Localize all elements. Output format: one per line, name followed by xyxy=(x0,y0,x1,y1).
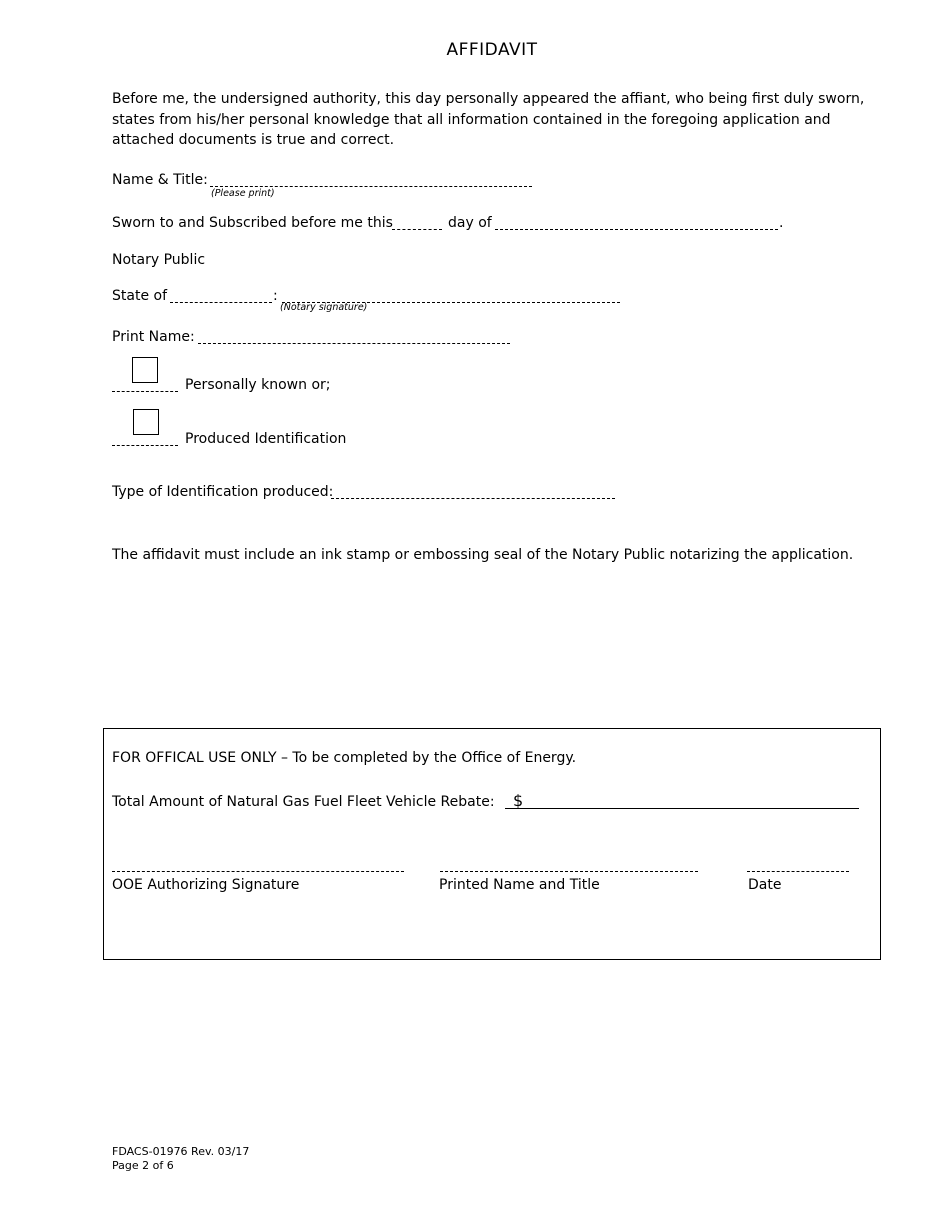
personally-known-checkbox[interactable] xyxy=(132,357,158,383)
seal-notice: The affidavit must include an ink stamp or embossing seal of the Notary Public notarizing the application. xyxy=(112,547,854,563)
sworn-day-field[interactable] xyxy=(392,229,442,230)
page-title: AFFIDAVIT xyxy=(446,40,538,60)
rebate-amount-field[interactable] xyxy=(505,808,859,809)
type-id-field[interactable] xyxy=(331,498,615,499)
state-of-label: State of xyxy=(112,288,168,304)
date-field[interactable] xyxy=(747,871,849,872)
please-print-hint: (Please print) xyxy=(211,188,275,199)
notary-public-label: Notary Public xyxy=(112,252,206,268)
personally-known-blank[interactable] xyxy=(112,391,178,392)
print-name-label: Print Name: xyxy=(112,329,195,345)
day-of-label: day of xyxy=(448,215,492,231)
form-id: FDACS-01976 Rev. 03/17 xyxy=(112,1145,250,1158)
sworn-label: Sworn to and Subscribed before me this xyxy=(112,215,393,231)
ooe-signature-label: OOE Authorizing Signature xyxy=(112,877,300,893)
produced-id-label: Produced Identification xyxy=(185,431,347,447)
currency-symbol: $ xyxy=(513,791,524,810)
name-title-field[interactable] xyxy=(210,186,532,187)
rebate-label: Total Amount of Natural Gas Fuel Fleet Vehicle Rebate: xyxy=(112,794,495,810)
produced-id-blank[interactable] xyxy=(112,445,178,446)
printed-name-title-label: Printed Name and Title xyxy=(439,877,600,893)
state-field[interactable] xyxy=(170,302,272,303)
affidavit-statement: Before me, the undersigned authority, this day personally appeared the affiant, who being first duly sworn, states from his/her personal knowledge that all information contained in the foregoing application and attached documents is true and correct. xyxy=(112,91,865,148)
sworn-end-period: . xyxy=(779,215,784,231)
ooe-signature-field[interactable] xyxy=(112,871,404,872)
name-title-label: Name & Title: xyxy=(112,172,208,188)
state-colon: : xyxy=(273,288,278,304)
produced-id-checkbox[interactable] xyxy=(133,409,159,435)
page-number: Page 2 of 6 xyxy=(112,1159,174,1172)
official-use-heading: FOR OFFICAL USE ONLY – To be completed by the Office of Energy. xyxy=(112,750,577,766)
printed-name-title-field[interactable] xyxy=(440,871,698,872)
date-label: Date xyxy=(748,877,782,893)
print-name-field[interactable] xyxy=(198,343,510,344)
sworn-month-year-field[interactable] xyxy=(495,229,778,230)
type-id-label: Type of Identification produced: xyxy=(112,484,334,500)
notary-signature-hint: (Notary signature) xyxy=(280,302,368,313)
personally-known-label: Personally known or; xyxy=(185,377,331,393)
